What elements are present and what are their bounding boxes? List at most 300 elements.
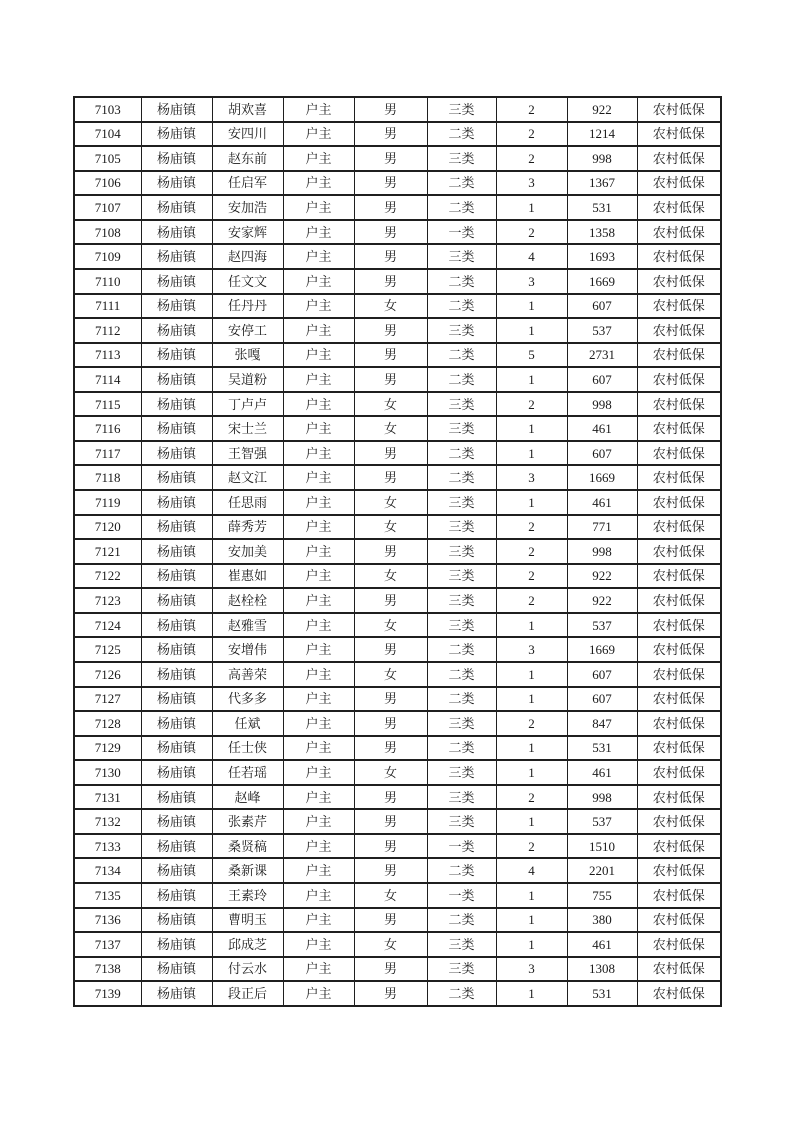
table-cell: 农村低保: [637, 981, 721, 1006]
table-cell: 户主: [283, 244, 354, 269]
table-cell: 7104: [74, 122, 141, 147]
table-row: [74, 957, 721, 982]
table-cell: 1: [496, 760, 567, 785]
table-body: [74, 97, 721, 1006]
table-cell: 女: [354, 760, 427, 785]
table-cell: 7135: [74, 883, 141, 908]
table-cell: 607: [567, 441, 637, 466]
table-cell: 7124: [74, 613, 141, 638]
table-cell: 女: [354, 932, 427, 957]
table-cell: 二类: [427, 908, 496, 933]
table-cell: 赵四海: [212, 244, 283, 269]
table-cell: 男: [354, 269, 427, 294]
table-cell: 三类: [427, 957, 496, 982]
table-cell: 杨庙镇: [141, 760, 212, 785]
table-row: [74, 736, 721, 761]
table-cell: 户主: [283, 785, 354, 810]
table-cell: 男: [354, 146, 427, 171]
table-cell: 杨庙镇: [141, 662, 212, 687]
table-cell: 付云水: [212, 957, 283, 982]
table-cell: 2: [496, 588, 567, 613]
table-cell: 任士侠: [212, 736, 283, 761]
table-cell: 二类: [427, 122, 496, 147]
table-cell: 1: [496, 318, 567, 343]
table-cell: 男: [354, 367, 427, 392]
table-cell: 农村低保: [637, 269, 721, 294]
table-cell: 杨庙镇: [141, 490, 212, 515]
table-cell: 461: [567, 416, 637, 441]
table-cell: 1: [496, 294, 567, 319]
table-cell: 农村低保: [637, 515, 721, 540]
table-cell: 三类: [427, 785, 496, 810]
table-cell: 607: [567, 367, 637, 392]
table-cell: 二类: [427, 269, 496, 294]
table-cell: 户主: [283, 416, 354, 441]
table-cell: 杨庙镇: [141, 564, 212, 589]
table-cell: 农村低保: [637, 908, 721, 933]
table-cell: 农村低保: [637, 539, 721, 564]
table-row: [74, 97, 721, 122]
table-row: [74, 392, 721, 417]
table-cell: 771: [567, 515, 637, 540]
table-cell: 三类: [427, 809, 496, 834]
table-cell: 农村低保: [637, 416, 721, 441]
table-cell: 二类: [427, 687, 496, 712]
table-cell: 4: [496, 858, 567, 883]
table-cell: 农村低保: [637, 97, 721, 122]
table-cell: 任斌: [212, 711, 283, 736]
table-cell: 三类: [427, 932, 496, 957]
table-cell: 女: [354, 613, 427, 638]
table-cell: 农村低保: [637, 662, 721, 687]
table-cell: 农村低保: [637, 441, 721, 466]
table-cell: 户主: [283, 957, 354, 982]
table-row: [74, 465, 721, 490]
table-cell: 户主: [283, 588, 354, 613]
table-cell: 7123: [74, 588, 141, 613]
table-cell: 7112: [74, 318, 141, 343]
table-cell: 户主: [283, 343, 354, 368]
table-cell: 男: [354, 957, 427, 982]
table-row: [74, 539, 721, 564]
table-cell: 531: [567, 981, 637, 1006]
table-row: [74, 834, 721, 859]
table-cell: 农村低保: [637, 588, 721, 613]
table-cell: 张嘎: [212, 343, 283, 368]
table-row: [74, 637, 721, 662]
table-row: [74, 883, 721, 908]
table-cell: 户主: [283, 637, 354, 662]
table-cell: 3: [496, 465, 567, 490]
table-cell: 3: [496, 957, 567, 982]
table-cell: 二类: [427, 662, 496, 687]
table-cell: 1308: [567, 957, 637, 982]
table-cell: 一类: [427, 834, 496, 859]
table-cell: 7119: [74, 490, 141, 515]
table-cell: 农村低保: [637, 883, 721, 908]
table-cell: 高善荣: [212, 662, 283, 687]
table-row: [74, 932, 721, 957]
table-cell: 998: [567, 392, 637, 417]
table-cell: 7111: [74, 294, 141, 319]
table-cell: 男: [354, 637, 427, 662]
table-cell: 7106: [74, 171, 141, 196]
table-cell: 1669: [567, 465, 637, 490]
table-cell: 杨庙镇: [141, 244, 212, 269]
table-cell: 杨庙镇: [141, 146, 212, 171]
table-cell: 7129: [74, 736, 141, 761]
table-cell: 女: [354, 294, 427, 319]
table-cell: 男: [354, 834, 427, 859]
table-cell: 1669: [567, 269, 637, 294]
table-cell: 崔惠如: [212, 564, 283, 589]
table-cell: 安四川: [212, 122, 283, 147]
table-cell: 1: [496, 441, 567, 466]
table-cell: 一类: [427, 220, 496, 245]
table-cell: 7133: [74, 834, 141, 859]
table-cell: 杨庙镇: [141, 441, 212, 466]
table-cell: 女: [354, 490, 427, 515]
table-cell: 赵栓栓: [212, 588, 283, 613]
table-cell: 杨庙镇: [141, 195, 212, 220]
table-cell: 任文文: [212, 269, 283, 294]
table-cell: 胡欢喜: [212, 97, 283, 122]
table-cell: 代多多: [212, 687, 283, 712]
table-cell: 461: [567, 490, 637, 515]
table-cell: 1: [496, 613, 567, 638]
table-cell: 户主: [283, 908, 354, 933]
table-cell: 户主: [283, 171, 354, 196]
table-cell: 农村低保: [637, 318, 721, 343]
table-row: [74, 269, 721, 294]
table-cell: 1: [496, 809, 567, 834]
table-cell: 丁卢卢: [212, 392, 283, 417]
table-cell: 杨庙镇: [141, 858, 212, 883]
subsistence-allowance-table: [73, 96, 722, 1007]
table-cell: 三类: [427, 613, 496, 638]
table-cell: 农村低保: [637, 687, 721, 712]
table-cell: 男: [354, 220, 427, 245]
table-cell: 1: [496, 736, 567, 761]
table-cell: 三类: [427, 490, 496, 515]
table-cell: 7108: [74, 220, 141, 245]
table-cell: 王智强: [212, 441, 283, 466]
table-cell: 户主: [283, 97, 354, 122]
table-cell: 农村低保: [637, 760, 721, 785]
table-cell: 847: [567, 711, 637, 736]
table-cell: 537: [567, 613, 637, 638]
table-cell: 户主: [283, 441, 354, 466]
table-cell: 杨庙镇: [141, 785, 212, 810]
table-cell: 7117: [74, 441, 141, 466]
table-cell: 安加美: [212, 539, 283, 564]
table-cell: 农村低保: [637, 736, 721, 761]
table-cell: 杨庙镇: [141, 416, 212, 441]
table-cell: 998: [567, 146, 637, 171]
table-cell: 7138: [74, 957, 141, 982]
table-cell: 3: [496, 269, 567, 294]
table-cell: 922: [567, 564, 637, 589]
table-row: [74, 441, 721, 466]
table-cell: 赵文江: [212, 465, 283, 490]
table-cell: 7120: [74, 515, 141, 540]
table-cell: 户主: [283, 269, 354, 294]
table-cell: 农村低保: [637, 465, 721, 490]
table-cell: 三类: [427, 318, 496, 343]
table-cell: 张素芹: [212, 809, 283, 834]
table-cell: 农村低保: [637, 637, 721, 662]
table-cell: 男: [354, 465, 427, 490]
table-cell: 三类: [427, 539, 496, 564]
table-cell: 2: [496, 97, 567, 122]
table-cell: 7118: [74, 465, 141, 490]
table-cell: 男: [354, 687, 427, 712]
table-cell: 男: [354, 171, 427, 196]
table-cell: 农村低保: [637, 834, 721, 859]
table-cell: 农村低保: [637, 220, 721, 245]
table-cell: 998: [567, 785, 637, 810]
table-cell: 农村低保: [637, 122, 721, 147]
table-cell: 户主: [283, 932, 354, 957]
table-cell: 杨庙镇: [141, 908, 212, 933]
table-cell: 杨庙镇: [141, 883, 212, 908]
table-cell: 7127: [74, 687, 141, 712]
table-cell: 农村低保: [637, 146, 721, 171]
table-cell: 1358: [567, 220, 637, 245]
table-cell: 任若瑶: [212, 760, 283, 785]
table-cell: 1: [496, 662, 567, 687]
table-cell: 7125: [74, 637, 141, 662]
table-cell: 杨庙镇: [141, 171, 212, 196]
table-cell: 男: [354, 539, 427, 564]
table-cell: 男: [354, 318, 427, 343]
table-cell: 1: [496, 883, 567, 908]
table-cell: 二类: [427, 637, 496, 662]
table-cell: 户主: [283, 736, 354, 761]
table-cell: 户主: [283, 662, 354, 687]
table-cell: 杨庙镇: [141, 711, 212, 736]
table-cell: 段正后: [212, 981, 283, 1006]
table-cell: 男: [354, 122, 427, 147]
table-cell: 农村低保: [637, 367, 721, 392]
table-cell: 2: [496, 785, 567, 810]
table-cell: 杨庙镇: [141, 613, 212, 638]
table-cell: 607: [567, 687, 637, 712]
table-cell: 农村低保: [637, 932, 721, 957]
table-cell: 男: [354, 244, 427, 269]
table-cell: 户主: [283, 515, 354, 540]
table-cell: 男: [354, 441, 427, 466]
table-row: [74, 809, 721, 834]
table-row: [74, 613, 721, 638]
table-cell: 户主: [283, 834, 354, 859]
table-cell: 男: [354, 588, 427, 613]
table-cell: 农村低保: [637, 171, 721, 196]
table-cell: 杨庙镇: [141, 637, 212, 662]
table-row: [74, 564, 721, 589]
table-cell: 三类: [427, 711, 496, 736]
table-cell: 男: [354, 858, 427, 883]
table-cell: 安家辉: [212, 220, 283, 245]
table-cell: 户主: [283, 760, 354, 785]
table-cell: 537: [567, 318, 637, 343]
table-cell: 薛秀芳: [212, 515, 283, 540]
table-cell: 三类: [427, 97, 496, 122]
table-cell: 杨庙镇: [141, 220, 212, 245]
table-cell: 7132: [74, 809, 141, 834]
table-row: [74, 367, 721, 392]
table-cell: 三类: [427, 515, 496, 540]
table-cell: 农村低保: [637, 785, 721, 810]
table-cell: 二类: [427, 195, 496, 220]
table-cell: 男: [354, 981, 427, 1006]
table-cell: 户主: [283, 195, 354, 220]
table-row: [74, 195, 721, 220]
table-cell: 5: [496, 343, 567, 368]
table-cell: 杨庙镇: [141, 687, 212, 712]
table-cell: 998: [567, 539, 637, 564]
table-cell: 男: [354, 97, 427, 122]
table-cell: 7131: [74, 785, 141, 810]
table-cell: 赵峰: [212, 785, 283, 810]
table-cell: 2: [496, 539, 567, 564]
table-cell: 农村低保: [637, 392, 721, 417]
table-cell: 男: [354, 785, 427, 810]
table-cell: 农村低保: [637, 244, 721, 269]
table-cell: 一类: [427, 883, 496, 908]
table-row: [74, 294, 721, 319]
table-cell: 农村低保: [637, 809, 721, 834]
table-row: [74, 318, 721, 343]
table-cell: 7128: [74, 711, 141, 736]
table-cell: 户主: [283, 858, 354, 883]
table-cell: 461: [567, 932, 637, 957]
table-cell: 三类: [427, 244, 496, 269]
table-cell: 杨庙镇: [141, 97, 212, 122]
table-cell: 2: [496, 392, 567, 417]
table-cell: 3: [496, 637, 567, 662]
table-row: [74, 760, 721, 785]
table-row: [74, 687, 721, 712]
table-cell: 农村低保: [637, 294, 721, 319]
table-cell: 农村低保: [637, 490, 721, 515]
table-cell: 男: [354, 908, 427, 933]
table-cell: 537: [567, 809, 637, 834]
table-cell: 三类: [427, 588, 496, 613]
table-cell: 杨庙镇: [141, 392, 212, 417]
table-cell: 杨庙镇: [141, 736, 212, 761]
table-cell: 三类: [427, 392, 496, 417]
table-cell: 杨庙镇: [141, 122, 212, 147]
table-cell: 杨庙镇: [141, 367, 212, 392]
table-cell: 户主: [283, 294, 354, 319]
table-cell: 任启军: [212, 171, 283, 196]
table-cell: 杨庙镇: [141, 588, 212, 613]
table-cell: 男: [354, 195, 427, 220]
table-cell: 7116: [74, 416, 141, 441]
table-cell: 2: [496, 834, 567, 859]
table-row: [74, 981, 721, 1006]
table-cell: 户主: [283, 122, 354, 147]
table-cell: 三类: [427, 416, 496, 441]
table-cell: 任丹丹: [212, 294, 283, 319]
table-cell: 杨庙镇: [141, 343, 212, 368]
table-cell: 桑新课: [212, 858, 283, 883]
table-cell: 2731: [567, 343, 637, 368]
table-cell: 户主: [283, 981, 354, 1006]
table-cell: 7130: [74, 760, 141, 785]
table-cell: 二类: [427, 367, 496, 392]
table-row: [74, 515, 721, 540]
table-cell: 1: [496, 416, 567, 441]
table-cell: 户主: [283, 465, 354, 490]
table-cell: 1: [496, 981, 567, 1006]
table-cell: 户主: [283, 490, 354, 515]
table-cell: 461: [567, 760, 637, 785]
table-cell: 1693: [567, 244, 637, 269]
table-cell: 531: [567, 736, 637, 761]
table-cell: 7113: [74, 343, 141, 368]
table-cell: 杨庙镇: [141, 318, 212, 343]
table-cell: 1: [496, 932, 567, 957]
table-cell: 1367: [567, 171, 637, 196]
table-cell: 女: [354, 662, 427, 687]
table-cell: 7114: [74, 367, 141, 392]
table-row: [74, 662, 721, 687]
table-cell: 二类: [427, 981, 496, 1006]
table-cell: 2: [496, 711, 567, 736]
table-cell: 户主: [283, 146, 354, 171]
table-cell: 杨庙镇: [141, 932, 212, 957]
table-cell: 任思雨: [212, 490, 283, 515]
table-cell: 1: [496, 490, 567, 515]
table-cell: 7122: [74, 564, 141, 589]
table-cell: 922: [567, 588, 637, 613]
table-cell: 755: [567, 883, 637, 908]
table-cell: 杨庙镇: [141, 539, 212, 564]
table-cell: 607: [567, 294, 637, 319]
table-cell: 二类: [427, 465, 496, 490]
table-cell: 户主: [283, 809, 354, 834]
table-cell: 1214: [567, 122, 637, 147]
table-cell: 7115: [74, 392, 141, 417]
table-cell: 邱成芝: [212, 932, 283, 957]
table-cell: 女: [354, 392, 427, 417]
table-cell: 三类: [427, 564, 496, 589]
table-cell: 杨庙镇: [141, 957, 212, 982]
table-cell: 2: [496, 146, 567, 171]
table-cell: 户主: [283, 883, 354, 908]
table-cell: 杨庙镇: [141, 294, 212, 319]
table-cell: 2: [496, 564, 567, 589]
table-row: [74, 908, 721, 933]
table-cell: 1510: [567, 834, 637, 859]
table-cell: 杨庙镇: [141, 269, 212, 294]
table-row: [74, 220, 721, 245]
table-cell: 7137: [74, 932, 141, 957]
table-cell: 户主: [283, 539, 354, 564]
table-cell: 1: [496, 367, 567, 392]
table-row: [74, 711, 721, 736]
table-cell: 户主: [283, 367, 354, 392]
table-cell: 1: [496, 908, 567, 933]
table-row: [74, 122, 721, 147]
table-cell: 二类: [427, 171, 496, 196]
table-cell: 922: [567, 97, 637, 122]
table-row: [74, 785, 721, 810]
table-cell: 7121: [74, 539, 141, 564]
table-cell: 户主: [283, 392, 354, 417]
